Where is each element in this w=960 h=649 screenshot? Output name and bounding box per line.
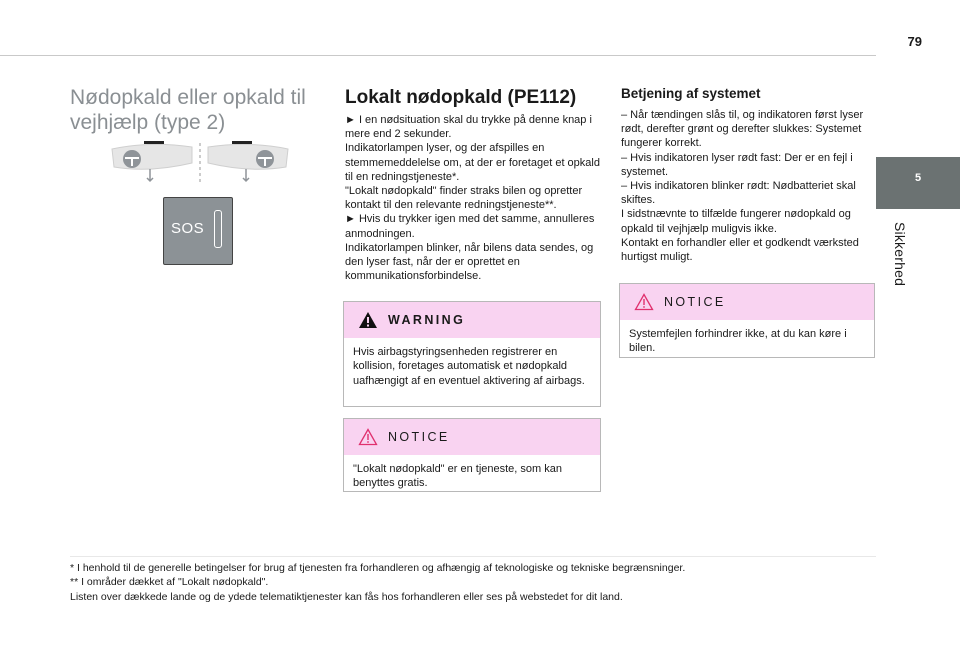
notice-box-system-fault — [619, 283, 875, 358]
warning-heading: WARNING — [388, 313, 466, 327]
notice-icon — [358, 428, 378, 446]
system-operation-body — [621, 108, 876, 264]
paragraph: I sidstnævnte to tilfælde fungerer nødopkald og opkald til vejhjælp muligvis ikke. — [621, 208, 851, 235]
page-title: Nødopkald eller opkald til vejhjælp (type 2) — [70, 86, 306, 134]
section-label: Sikkerhed — [892, 222, 908, 287]
footnotes — [70, 561, 880, 604]
overhead-console-illustration — [110, 137, 290, 187]
notice-header — [344, 419, 600, 455]
notice-header — [620, 284, 874, 320]
paragraph: Indikatorlampen lyser, og der afspilles en stemmemeddelelse om, at der er foretaget et opkald til en redningstjeneste*. — [345, 142, 600, 183]
footnote: * I henhold til de generelle betingelser for brug af tjenesten fra forhandleren og afhængig af teknologiske og tekniske begrænsninger. — [70, 562, 686, 574]
paragraph: ► Hvis du trykker igen med det samme, annulleres anmodningen. — [345, 213, 595, 240]
notice-heading: NOTICE — [388, 430, 450, 444]
paragraph: Kontakt en forhandler eller et godkendt værksted hurtigst muligt. — [621, 236, 859, 264]
sos-indicator-slot — [214, 210, 222, 248]
footnote: ** I områder dækket af "Lokalt nødopkald". — [70, 576, 269, 589]
paragraph: Indikatorlampen blinker, når bilens data sendes, og den lyser fast, når der er oprettet en kommunikationsforbindelse. — [345, 241, 594, 283]
paragraph: "Lokalt nødopkald" finder straks bilen og opretter kontakt til den relevante redningstjeneste**. — [345, 185, 583, 212]
paragraph: ► I en nødsituation skal du trykke på denne knap i mere end 2 sekunder. — [345, 114, 592, 141]
paragraph: – Hvis indikatoren blinker rødt: Nødbatteriet skal skiftes. — [621, 180, 856, 207]
header-divider — [0, 55, 876, 56]
notice-heading: NOTICE — [664, 295, 726, 309]
paragraph: – Hvis indikatoren lyser rødt fast: Der er en fejl i systemet. — [621, 151, 853, 178]
warning-header — [344, 302, 600, 338]
footnote: Listen over dækkede lande og de ydede telematiktjenester kan fås hos forhandleren eller ses på webstedet for dit land. — [70, 590, 623, 603]
section-number: 5 — [914, 172, 922, 184]
page-number: 79 — [907, 34, 922, 49]
notice-icon — [634, 293, 654, 311]
warning-box — [343, 301, 601, 407]
notice-text: Systemfejlen forhindrer ikke, at du kan køre i bilen. — [629, 328, 847, 355]
paragraph: – Når tændingen slås til, og indikatoren først lyser rødt, derefter grønt og derefter slukkes: Systemet fungerer korrekt. — [621, 109, 864, 150]
section-heading-local-emergency-call: Lokalt nødopkald (PE112) — [345, 87, 577, 108]
notice-text: "Lokalt nødopkald" er en tjeneste, som kan benyttes gratis. — [353, 463, 562, 490]
notice-box-service — [343, 418, 601, 492]
warning-text: Hvis airbagstyringsenheden registrerer en kollision, foretages automatisk et nødopkald uafhængigt af en eventuel aktivering af airbags. — [353, 346, 585, 387]
footnote-divider — [70, 556, 876, 557]
local-call-body — [345, 113, 607, 283]
sos-label: SOS — [171, 220, 205, 237]
section-heading-system-operation: Betjening af systemet — [621, 86, 761, 101]
warning-icon — [358, 311, 378, 329]
